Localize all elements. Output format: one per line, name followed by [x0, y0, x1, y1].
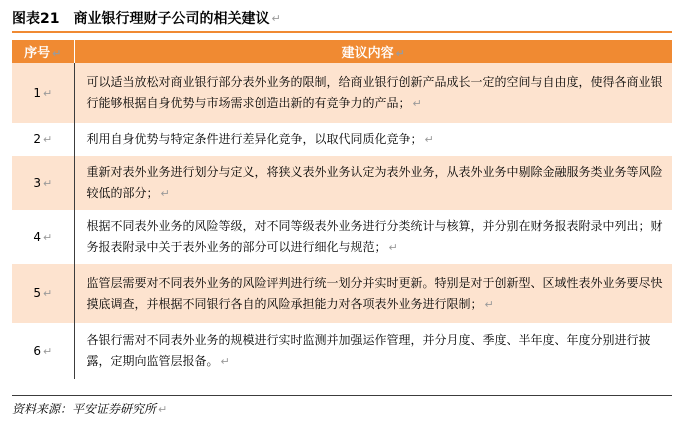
paragraph-mark-icon: ↵	[52, 47, 62, 60]
paragraph-mark-icon: ↵	[158, 403, 168, 416]
paragraph-mark-icon: ↵	[42, 344, 53, 358]
paragraph-mark-icon: ↵	[395, 47, 405, 60]
row-index: 5 ↵	[12, 264, 74, 323]
paragraph-mark-icon: ↵	[424, 133, 434, 146]
paragraph-mark-icon: ↵	[160, 187, 170, 200]
paragraph-mark-icon: ↵	[42, 86, 53, 100]
paragraph-mark-icon: ↵	[271, 11, 281, 25]
paragraph-mark-icon: ↵	[42, 230, 53, 244]
header-index: 序号 ↵	[12, 40, 74, 63]
paragraph-mark-icon: ↵	[220, 355, 230, 368]
table-row	[12, 264, 672, 323]
figure-number: 图表21	[12, 11, 60, 27]
row-text: 各银行需对不同表外业务的规模进行实时监测并加强运作管理，并分月度、季度、半年度、年度分别进行披露，定期向监管层报备。 ↵	[86, 333, 651, 368]
row-index: 1 ↵	[12, 63, 74, 123]
row-index: 3 ↵	[12, 156, 74, 210]
row-text: 利用自身优势与特定条件进行差异化竞争，以取代同质化竞争； ↵	[86, 132, 434, 146]
figure-title: 商业银行理财子公司的相关建议	[73, 11, 270, 27]
table-header-row	[12, 40, 672, 63]
row-text: 根据不同表外业务的风险等级，对不同等级表外业务进行分类统计与核算，并分别在财务报表附录中列出；财务报表附录中关于表外业务的部分可以进行细化与规范； ↵	[86, 219, 663, 254]
row-text: 可以适当放松对商业银行部分表外业务的限制，给商业银行创新产品成长一定的空间与自由度，使得各商业银行能够根据自身优势与市场需求创造出新的有竞争力的产品； ↵	[74, 63, 672, 123]
table-row	[12, 210, 672, 264]
table-row	[12, 123, 672, 156]
table-row	[12, 63, 672, 123]
recommendations-table	[12, 40, 672, 379]
row-index: 4 ↵	[12, 210, 74, 264]
paragraph-mark-icon: ↵	[42, 176, 53, 190]
table-bottom-rule	[12, 395, 672, 396]
row-index: 6 ↵	[12, 323, 74, 379]
paragraph-mark-icon: ↵	[42, 287, 53, 300]
paragraph-mark-icon: ↵	[412, 97, 422, 110]
paragraph-mark-icon: ↵	[484, 297, 494, 311]
paragraph-mark-icon: ↵	[388, 241, 398, 254]
table-row	[12, 323, 672, 379]
table-row	[12, 156, 672, 210]
row-text: 监管层需要对不同表外业务的风险评判进行统一划分并实时更新。特别是对于创新型、区域性表外业务要尽快摸底调查，并根据不同银行各自的风险承担能力对各项表外业务进行限制； ↵	[74, 264, 672, 323]
row-index: 2 ↵	[12, 123, 74, 156]
source-note: 资料来源：平安证券研究所 ↵	[12, 402, 168, 416]
title-underline	[12, 31, 672, 33]
paragraph-mark-icon: ↵	[42, 133, 53, 146]
figure-title-row	[12, 6, 672, 30]
row-text: 重新对表外业务进行划分与定义，将狭义表外业务认定为表外业务，从表外业务中剔除金融服务类业务等风险较低的部分； ↵	[74, 156, 672, 210]
header-content: 建议内容 ↵	[74, 40, 672, 63]
